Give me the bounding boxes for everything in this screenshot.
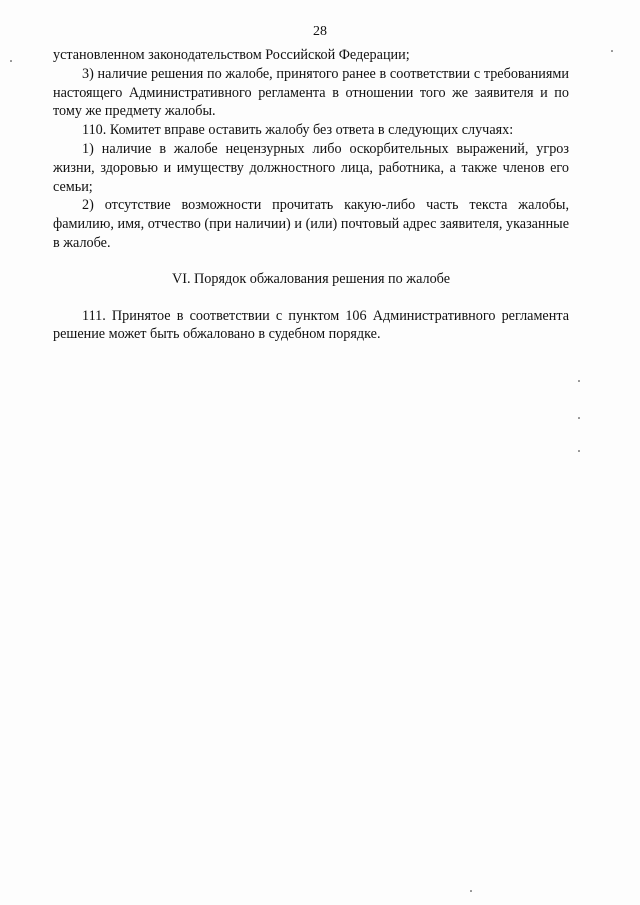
section-heading: VI. Порядок обжалования решения по жалобе [171, 270, 451, 287]
scan-speck [10, 60, 12, 62]
page-number: 28 [313, 24, 327, 39]
scan-speck [578, 380, 580, 382]
scan-speck [578, 450, 580, 452]
paragraph-continuation: установленном законодательством Российской Федерации; [53, 47, 410, 63]
document-body [53, 46, 569, 344]
paragraph-item-3: 3) наличие решения по жалобе, принятого ранее в соответствии с требованиями настоящего Административного регламента в отношении того же заявителя и по тому же предмету жалобы. [53, 65, 569, 120]
paragraph-clause-110: 110. Комитет вправе оставить жалобу без ответа в следующих случаях: [82, 122, 514, 139]
paragraph-item-1: 1) наличие в жалобе нецензурных либо оскорбительных выражений, угроз жизни, здоровью и имуществу должностного лица, работника, а также членов его семьи; [53, 140, 569, 195]
paragraph-item-2: 2) отсутствие возможности прочитать какую-либо часть текста жалобы, фамилию, имя, отчество (при наличии) и (или) почтовый адрес заявителя, указанные в жалобе. [53, 197, 569, 251]
scan-speck [578, 417, 580, 419]
scan-speck [611, 50, 613, 52]
scan-speck [470, 890, 472, 892]
paragraph-clause-111: 111. Принятое в соответствии с пунктом 106 Административного регламента решение может быть обжаловано в судебном порядке. [53, 307, 569, 343]
